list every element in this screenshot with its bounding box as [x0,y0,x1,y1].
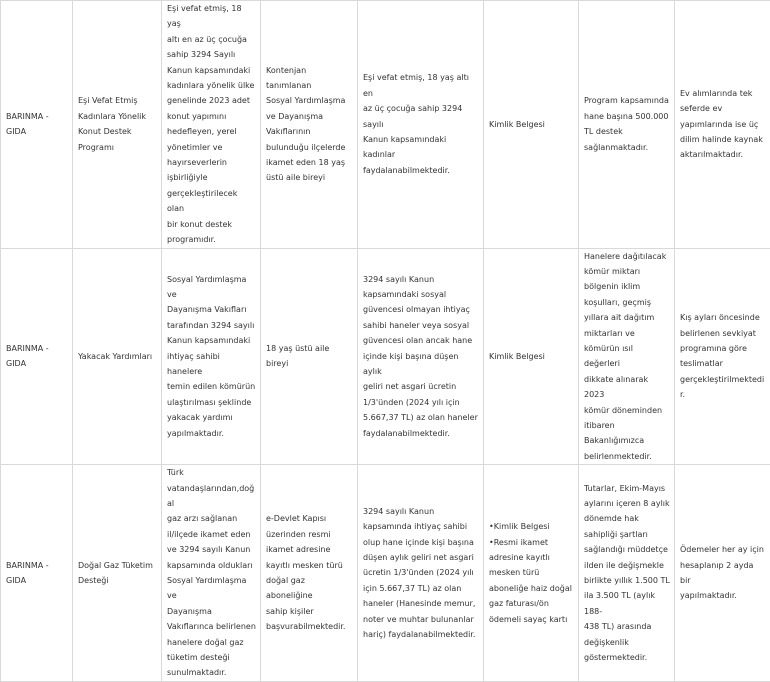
amount-cell [579,248,675,465]
description-cell [162,1,261,249]
documents-cell [484,248,579,465]
description-cell [162,465,261,682]
program-cell [73,1,162,249]
program-name: Doğal Gaz Tüketim Desteği [78,558,157,589]
description-text: Türk vatandaşlarından,doğal gaz arzı sağlanan il/ilçede ikamet eden ve 3294 sayılı Kanun kapsamında oldukları Sosyal Yardımlaşma ve Dayanışma Vakıflarınca belirlenen hanelere doğal gaz tüketim desteği sunulmaktadır. [167,465,256,681]
documents-text: Kimlik Belgesi [489,117,574,132]
beneficiaries-text: 3294 sayılı Kanun kapsamındaki sosyal güvencesi olmayan ihtiyaç sahibi haneler veya sosyal güvencesi olan ancak hane içinde kişi başına düşen aylık geliri net asgari ücretin 1/3'ünden (2024 yılı için 5.667,37 TL) az olan haneler faydalanabilmektedir. [363,272,479,441]
documents-text: •Kimlik Belgesi •Resmi ikamet adresine kayıtlı mesken türü aboneliğe haiz doğal gaz faturası/ön ödemeli sayaç kartı [489,519,574,627]
amount-cell [579,1,675,249]
beneficiaries-text: Eşi vefat etmiş, 18 yaş altı en az üç çocuğa sahip 3294 sayılı Kanun kapsamındaki kadınlar faydalanabilmektedir. [363,70,479,178]
program-name: Yakacak Yardımları [78,349,157,364]
table-row [1,465,770,682]
applicants-cell [261,465,358,682]
applicants-cell [261,248,358,465]
applicants-text: 18 yaş üstü aile bireyi [266,341,353,372]
program-name: Eşi Vefat Etmiş Kadınlara Yönelik Konut Destek Programı [78,93,157,155]
beneficiaries-cell [358,1,484,249]
payment-cell [675,248,770,465]
description-text: Eşi vefat etmiş, 18 yaş altı en az üç çocuğa sahip 3294 Sayılı Kanun kapsamındaki kadınlara yönelik ülke genelinde 2023 adet konut yapımını hedefleyen, yerel yönetimler ve hayırseverlerin işbirliğiyle gerçekleştirilecek olan bir konut destek programıdır. [167,1,256,248]
description-cell [162,248,261,465]
table-row [1,1,770,249]
category-cell [1,1,73,249]
amount-cell [579,465,675,682]
applicants-text: Kontenjan tanımlanan Sosyal Yardımlaşma ve Dayanışma Vakıflarının bulunduğu ilçelerde ikamet eden 18 yaş üstü aile bireyi [266,63,353,186]
payment-text: Kış ayları öncesinde belirlenen sevkiyat programına göre teslimatlar gerçekleştirilmektedir. [680,310,766,402]
beneficiaries-cell [358,248,484,465]
payment-cell [675,1,770,249]
category-text: BARINMA - GIDA [6,341,68,372]
amount-text: Tutarlar, Ekim-Mayıs aylarını içeren 8 aylık dönemde hak sahipliği şartları sağlandığı müddetçe ilden ile değişmekle birlikte yıllık 1.500 TL ila 3.500 TL (aylık 188- 438 TL) arasında değişkenlik göstermektedir. [584,481,670,666]
category-cell [1,465,73,682]
description-text: Sosyal Yardımlaşma ve Dayanışma Vakıfları tarafından 3294 sayılı Kanun kapsamındaki ihtiyaç sahibi hanelere temin edilen kömürün ulaştırılması şeklinde yakacak yardımı yapılmaktadır. [167,272,256,441]
payment-text: Ödemeler her ay için hesaplanıp 2 ayda bir yapılmaktadır. [680,542,766,604]
category-text: BARINMA - GIDA [6,109,68,140]
category-text: BARINMA - GIDA [6,558,68,589]
documents-cell [484,1,579,249]
payment-cell [675,465,770,682]
amount-text: Program kapsamında hane başına 500.000 TL destek sağlanmaktadır. [584,93,670,155]
beneficiaries-text: 3294 sayılı Kanun kapsamında ihtiyaç sahibi olup hane içinde kişi başına düşen aylık geliri net asgari ücretin 1/3'ünden (2024 yılı için 5.667,37 TL) az olan haneler (Hanesinde memur, noter ve muhtar bulunanlar hariç) faydalanabilmektedir. [363,504,479,643]
documents-cell [484,465,579,682]
program-cell [73,248,162,465]
amount-text: Hanelere dağıtılacak kömür miktarı bölgenin iklim koşulları, geçmiş yıllara ait dağıtım miktarları ve kömürün ısıl değerleri dikkate alınarak 2023 kömür döneminden itibaren Bakanlığımızca belirlenmektedir. [584,249,670,465]
documents-text: Kimlik Belgesi [489,349,574,364]
program-cell [73,465,162,682]
applicants-cell [261,1,358,249]
applicants-text: e-Devlet Kapısı üzerinden resmi ikamet adresine kayıtlı mesken türü doğal gaz aboneliğine sahip kişiler başvurabilmektedir. [266,511,353,634]
beneficiaries-cell [358,465,484,682]
payment-text: Ev alımlarında tek seferde ev yapımlarında ise üç dilim halinde kaynak aktarılmaktadır. [680,86,766,163]
table-row [1,248,770,465]
category-cell [1,248,73,465]
